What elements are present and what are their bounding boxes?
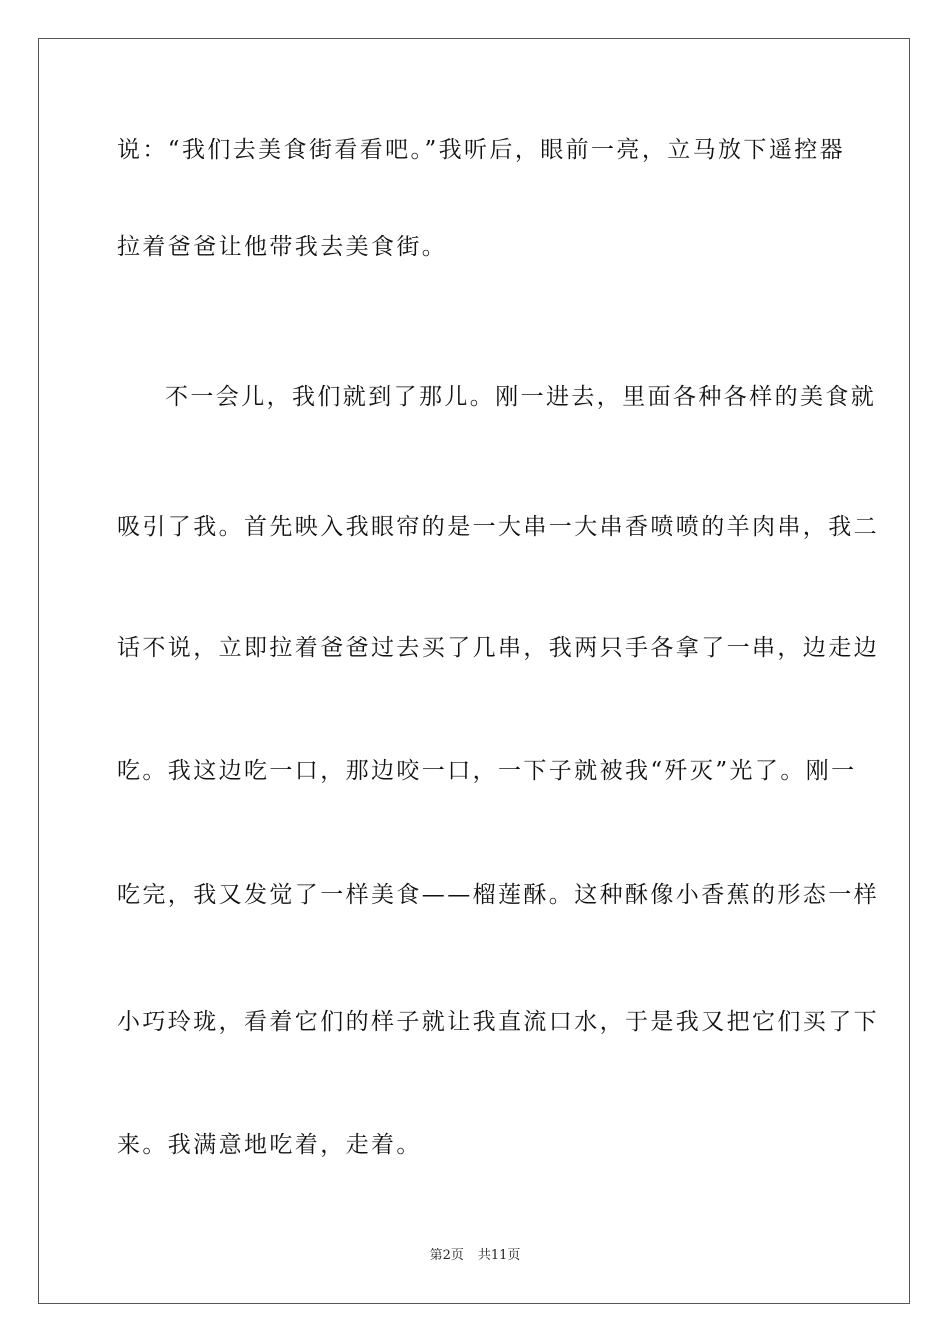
text-line: 话不说，立即拉着爸爸过去买了几串，我两只手各拿了一串，边走边 xyxy=(117,635,879,661)
total-pages: 共11页 xyxy=(477,1248,521,1263)
text-line: 拉着爸爸让他带我去美食街。 xyxy=(117,234,448,260)
text-line: 小巧玲珑，看着它们的样子就让我直流口水，于是我又把它们买了下 xyxy=(117,1009,879,1035)
text-line: 吸引了我。首先映入我眼帘的是一大串一大串香喷喷的羊肉串，我二 xyxy=(117,514,879,540)
text-line: 来。我满意地吃着，走着。 xyxy=(117,1132,422,1158)
text-line: 吃完，我又发觉了一样美食——榴莲酥。这种酥像小香蕉的形态一样 xyxy=(117,882,879,908)
text-line: 说：“我们去美食街看看吧。”我听后，眼前一亮，立马放下遥控器 xyxy=(117,137,846,163)
page-number: 第2页 xyxy=(429,1248,464,1263)
paragraph-start-line: 不一会儿，我们就到了那儿。刚一进去，里面各种各样的美食就 xyxy=(165,384,877,410)
page-border xyxy=(38,38,910,1304)
page-footer xyxy=(0,1247,950,1265)
text-line: 吃。我这边吃一口，那边咬一口，一下子就被我“歼灭”光了。刚一 xyxy=(117,758,857,784)
